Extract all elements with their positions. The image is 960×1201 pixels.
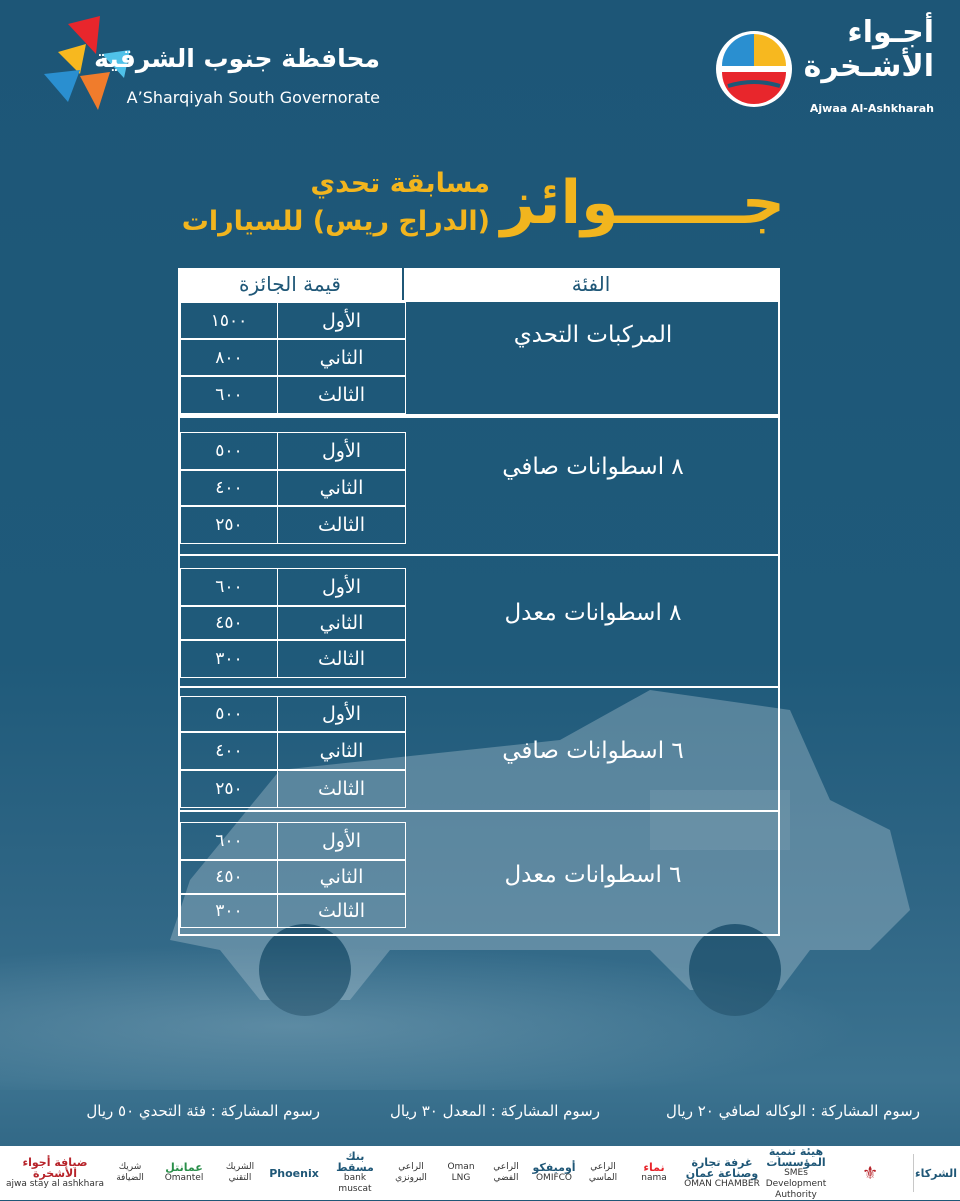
place-cell: الأول xyxy=(277,696,406,732)
amount-cell: ٤٠٠ xyxy=(180,470,278,506)
amount-cell: ١٥٠٠ xyxy=(180,302,278,339)
crest-icon: ⚜ xyxy=(861,1162,879,1184)
partner-logo: أوميفكو OMIFCO xyxy=(532,1161,576,1183)
column-header-prize: قيمة الجائزة xyxy=(178,268,404,300)
partner-logo: Oman LNG xyxy=(447,1162,475,1183)
partners-strip xyxy=(0,1146,960,1200)
page-title: جــــــوائز xyxy=(500,168,785,238)
place-cell: الأول xyxy=(277,822,406,860)
fee-challenge: رسوم المشاركة : فئة التحدي ٥٠ ريال xyxy=(86,1102,320,1120)
partner-logo: بنك مسقط bank muscat xyxy=(336,1150,374,1194)
partner-logo: هيئة تنمية المؤسسات SMEs Development Authority xyxy=(765,1144,827,1200)
amount-cell: ٤٠٠ xyxy=(180,732,278,770)
amount-cell: ٥٠٠ xyxy=(180,696,278,732)
category-label: ٨ اسطوانات معدل xyxy=(504,600,682,626)
partners-label: الشركاء xyxy=(914,1166,958,1180)
governorate-logo xyxy=(40,14,380,114)
place-cell: الثاني xyxy=(277,860,406,894)
festival-name-ar: أجـواء الأشـخرة xyxy=(803,15,934,84)
amount-cell: ٣٠٠ xyxy=(180,894,278,928)
column-header-category: الفئة xyxy=(402,268,780,300)
place-cell: الأول xyxy=(277,568,406,606)
partner-logo: الراعي الفضي xyxy=(493,1162,519,1183)
amount-cell: ٢٥٠ xyxy=(180,770,278,808)
partner-logo: نماء nama xyxy=(641,1161,667,1183)
partner-logo xyxy=(830,1152,910,1194)
governorate-name-en: A’Sharqiyah South Governorate xyxy=(126,88,380,107)
partner-logo: الراعي الماسي xyxy=(588,1162,618,1183)
category-label: ٦ اسطوانات معدل xyxy=(504,862,682,888)
place-cell: الثاني xyxy=(277,470,406,506)
place-cell: الثالث xyxy=(277,770,406,808)
prizes-table xyxy=(178,268,780,936)
place-cell: الأول xyxy=(277,302,406,339)
table-group xyxy=(178,554,780,688)
amount-cell: ٤٥٠ xyxy=(180,860,278,894)
partner-logo: غرفة تجارة وصناعة عمان OMAN CHAMBER xyxy=(684,1155,760,1189)
place-cell: الثالث xyxy=(277,894,406,928)
amount-cell: ٢٥٠ xyxy=(180,506,278,544)
table-group xyxy=(178,300,780,416)
partner-logo: الشريك التقني xyxy=(225,1162,255,1183)
page-subtitle-line2: (الدراج ريس) للسيارات xyxy=(181,206,490,237)
category-label: ٨ اسطوانات صافي xyxy=(502,454,684,480)
amount-cell: ٦٠٠ xyxy=(180,568,278,606)
table-group xyxy=(178,686,780,812)
place-cell: الثالث xyxy=(277,640,406,678)
category-label: المركبات التحدي xyxy=(513,322,673,348)
place-cell: الثاني xyxy=(277,732,406,770)
participation-fees xyxy=(40,1102,920,1128)
place-cell: الثالث xyxy=(277,506,406,544)
governorate-name-ar: محافظة جنوب الشرقية xyxy=(94,44,380,73)
amount-cell: ٨٠٠ xyxy=(180,339,278,376)
partner-logo: شريك الضيافة xyxy=(116,1162,144,1183)
place-cell: الثاني xyxy=(277,339,406,376)
amount-cell: ٦٠٠ xyxy=(180,376,278,414)
partner-logo: عمانتل Omantel xyxy=(164,1161,204,1183)
partner-logo: Phoenix xyxy=(269,1166,319,1180)
divider xyxy=(913,1154,914,1192)
amount-cell: ٣٠٠ xyxy=(180,640,278,678)
festival-name-en: Ajwaa Al-Ashkharah xyxy=(809,102,934,115)
festival-logo xyxy=(714,15,934,120)
festival-emblem-icon xyxy=(714,26,794,112)
partner-logo: الراعي البرونزي xyxy=(395,1162,427,1183)
amount-cell: ٥٠٠ xyxy=(180,432,278,470)
place-cell: الثاني xyxy=(277,606,406,640)
fee-modified: رسوم المشاركة : المعدل ٣٠ ريال xyxy=(390,1102,600,1120)
category-label: ٦ اسطوانات صافي xyxy=(502,738,684,764)
amount-cell: ٦٠٠ xyxy=(180,822,278,860)
place-cell: الأول xyxy=(277,432,406,470)
page-subtitle-line1: مسابقة تحدي xyxy=(310,168,490,199)
amount-cell: ٤٥٠ xyxy=(180,606,278,640)
place-cell: الثالث xyxy=(277,376,406,414)
table-group xyxy=(178,810,780,936)
fee-agency: رسوم المشاركة : الوكاله لصافي ٢٠ ريال xyxy=(666,1102,920,1120)
partner-logo: ضيافة أجواء الأشخرة ajwa stay al ashkhara xyxy=(5,1155,105,1189)
table-group xyxy=(178,416,780,556)
